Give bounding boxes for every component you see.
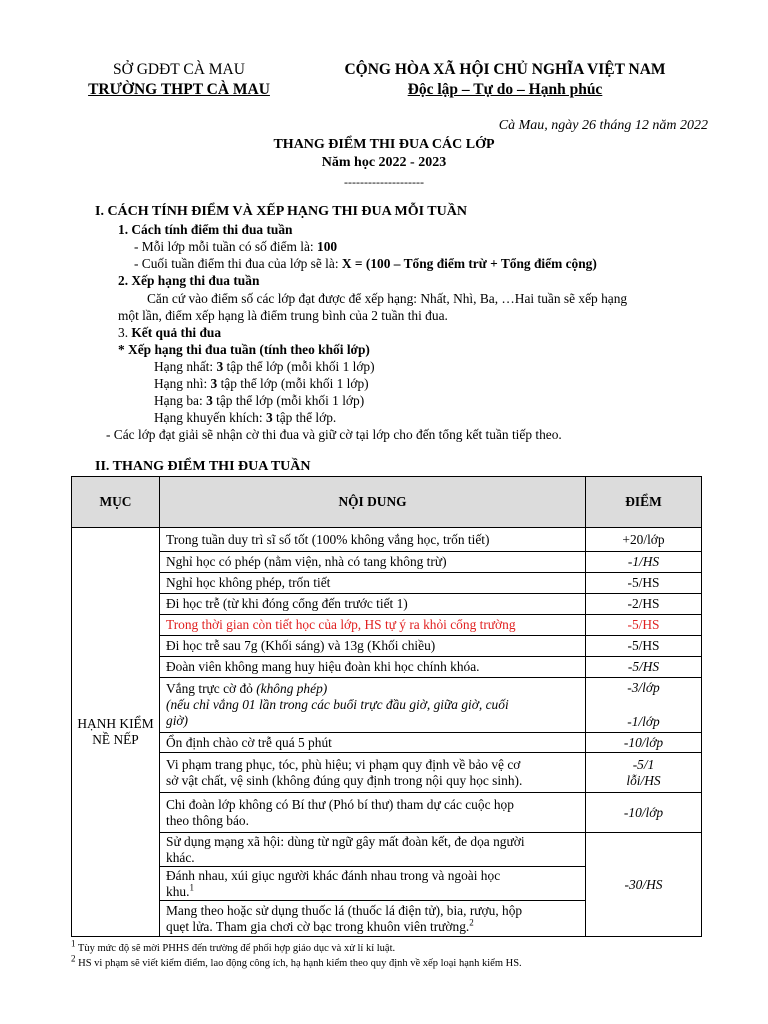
agency-name: SỞ GDĐT CÀ MAU [113,61,245,78]
title-divider: -------------------- [344,175,424,189]
col-header-muc: MỤC [72,477,160,528]
row-content: Nghỉ học có phép (nằm viện, nhà có tang không trừ) [160,552,586,573]
footnote-ref: 1 [189,882,194,893]
row-points: +20/lớp [586,528,702,552]
row-content: Nghỉ học không phép, trốn tiết [160,573,586,594]
row-points: -5/HS [586,657,702,678]
row-content: Chi đoàn lớp không có Bí thư (Phó bí thư) tham dự các cuộc họp theo thông báo. [160,793,586,833]
motto: Độc lập – Tự do – Hạnh phúc [407,81,603,98]
document-title: THANG ĐIỂM THI ĐUA CÁC LỚP [273,137,495,152]
section1-heading: I. CÁCH TÍNH ĐIỂM VÀ XẾP HẠNG THI ĐUA MỖI TUẦN [95,204,467,219]
table-row [72,753,702,793]
item1-title: 1. Cách tính điểm thi đua tuần [118,222,293,237]
row-content: Trong thời gian còn tiết học của lớp, HS tự ý ra khỏi cổng trường [160,615,586,636]
footnote-1: 1 Tùy mức độ sẽ mời PHHS đến trường để phối hợp giáo dục và xử lí kỉ luật. [71,938,396,954]
row-content: Đánh nhau, xúi giục người khác đánh nhau trong và ngoài học khu.$^1$ [160,867,586,901]
document-date: Cà Mau, ngày 26 tháng 12 năm 2022 [498,118,708,133]
group-cell: HẠNH KIỂM NỀ NẾP [72,528,160,937]
table-header-row [72,477,702,528]
table-row [72,733,702,753]
table-row [72,793,702,833]
row-points: -5/HS [586,615,702,636]
row-content: Đi học trễ sau 7g (Khối sáng) và 13g (Khối chiều) [160,636,586,657]
row-points: -2/HS [586,594,702,615]
row-points-merged: -30/HS [586,833,702,937]
item1-line2: - Cuối tuần điểm thi đua của lớp sẽ là: X = (100 – Tổng điểm trừ + Tổng điểm cộng) [134,256,597,271]
table-row [72,528,702,552]
footnote-ref: 2 [469,917,474,928]
row-content: Vi phạm trang phục, tóc, phù hiệu; vi phạm quy định về bảo vệ cơ sở vật chất, vệ sinh (không đúng quy định trong nội quy học sinh). [160,753,586,793]
row-points: -3/lớp -1/lớp [586,678,702,733]
item2-line2: một lần, điểm xếp hạng là điểm trung bình của 2 tuần thi đua. [118,308,448,323]
row-points: -5/HS [586,636,702,657]
row-points: -5/HS [586,573,702,594]
footnote-2: 2 HS vi phạm sẽ viết kiểm điểm, lao động công ích, hạ hạnh kiểm theo quy định về xếp loại hạnh kiểm HS. [71,953,522,969]
row-content: Sử dụng mạng xã hội: dùng từ ngữ gây mất đoàn kết, đe dọa người khác. [160,833,586,867]
row-content: Đoàn viên không mang huy hiệu đoàn khi học chính khóa. [160,657,586,678]
item2-line1: Căn cứ vào điểm số các lớp đạt được để xếp hạng: Nhất, Nhì, Ba, …Hai tuần sẽ xếp hạng [147,291,628,306]
row-points: -1/HS [586,552,702,573]
section2-heading: II. THANG ĐIỂM THI ĐUA TUẦN [95,459,311,474]
rank-first: Hạng nhất: 3 tập thể lớp (mỗi khối 1 lớp) [154,359,375,374]
row-content: Ổn định chào cờ trễ quá 5 phút [160,733,586,753]
table-row [72,833,702,867]
row-content: Trong tuần duy trì sĩ số tốt (100% không vắng học, trốn tiết) [160,528,586,552]
row-points: -5/1 lỗi/HS [586,753,702,793]
item1-line1: - Mỗi lớp mỗi tuần có số điểm là: 100 [134,239,338,254]
score-table [71,476,702,937]
rank-heading: * Xếp hạng thi đua tuần (tính theo khối lớp) [118,342,370,357]
table-row [72,636,702,657]
col-header-noidung: NỘI DUNG [160,477,586,528]
table-row [72,552,702,573]
item2-title: 2. Xếp hạng thi đua tuần [118,273,260,288]
item3-title: 3. Kết quả thi đua [118,325,222,340]
school-year: Năm học 2022 - 2023 [321,155,447,170]
row-content: Mang theo hoặc sử dụng thuốc lá (thuốc lá điện tử), bia, rượu, hộp quẹt lửa. Tham gia chơi cờ bạc trong khuôn viên trường.$^2$ [160,901,586,937]
table-row [72,657,702,678]
row-content: Vắng trực cờ đỏ (không phép) (nếu chỉ vắng 01 lần trong các buổi trực đầu giờ, giữa giờ, cuối giờ) [160,678,586,733]
table-row [72,615,702,636]
table-row [72,594,702,615]
rank-third: Hạng ba: 3 tập thể lớp (mỗi khối 1 lớp) [154,393,365,408]
row-points: -10/lớp [586,733,702,753]
rank-second: Hạng nhì: 3 tập thể lớp (mỗi khối 1 lớp) [154,376,369,391]
table-row [72,678,702,733]
col-header-diem: ĐIỂM [586,477,702,528]
table-row [72,573,702,594]
footnote-divider [71,936,261,937]
flag-note: - Các lớp đạt giải sẽ nhận cờ thi đua và giữ cờ tại lớp cho đến tổng kết tuần tiếp theo. [106,427,562,442]
row-points: -10/lớp [586,793,702,833]
school-name: TRƯỜNG THPT CÀ MAU [88,81,270,98]
row-content: Đi học trễ (từ khi đóng cổng đến trước tiết 1) [160,594,586,615]
rank-encouragement: Hạng khuyến khích: 3 tập thể lớp. [154,410,337,425]
republic-title: CỘNG HÒA XÃ HỘI CHỦ NGHĨA VIỆT NAM [344,61,666,78]
